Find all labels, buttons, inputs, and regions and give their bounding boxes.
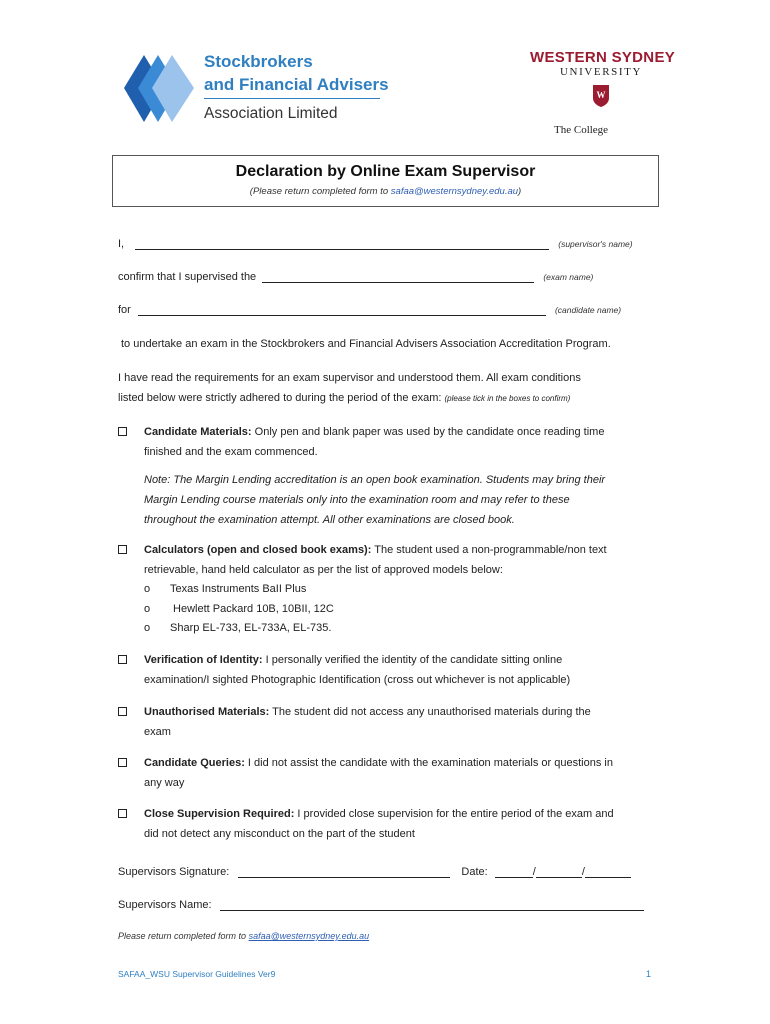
page-subtitle bbox=[113, 186, 658, 197]
check-item-calculators-line2: retrievable, hand held calculator as per the list of approved models below: bbox=[144, 563, 503, 576]
wsu-shield-icon bbox=[592, 84, 610, 108]
requirements-paragraph bbox=[118, 368, 581, 409]
calculator-model-label: Sharp EL-733, EL-733A, EL-735. bbox=[170, 622, 332, 634]
title-box bbox=[112, 155, 659, 207]
check-item-supervision-heading: Close Supervision Required: bbox=[144, 808, 295, 820]
note-line1: Note: The Margin Lending accreditation is an open book examination. Students may bring their bbox=[144, 474, 606, 486]
return-note bbox=[118, 931, 369, 941]
checkbox-identity[interactable] bbox=[118, 655, 127, 664]
supervisor-sign-name-field[interactable] bbox=[220, 899, 644, 911]
subtitle-suffix: ) bbox=[518, 186, 522, 197]
candidate-name-hint: (candidate name) bbox=[554, 305, 622, 315]
exam-name-hint: (exam name) bbox=[543, 272, 594, 282]
check-item-unauthorised-line2: exam bbox=[144, 725, 171, 738]
check-item-supervision-line1 bbox=[144, 805, 658, 825]
checkbox-calculators[interactable] bbox=[118, 545, 127, 554]
exam-name-field[interactable] bbox=[262, 271, 534, 283]
candidate-name-field[interactable] bbox=[138, 304, 546, 316]
candidate-name-label: for bbox=[118, 304, 131, 316]
date-separator: / bbox=[581, 866, 585, 878]
check-item-materials bbox=[118, 423, 658, 462]
check-item-queries bbox=[118, 754, 658, 793]
check-item-calculators-body: The student used a non-programmable/non text bbox=[371, 544, 607, 556]
check-item-identity-body: I personally verified the identity of the candidate sitting online bbox=[262, 654, 563, 666]
checkbox-unauthorised[interactable] bbox=[118, 707, 127, 716]
footer-doc-name: SAFAA_WSU Supervisor Guidelines Ver9 bbox=[118, 969, 276, 979]
note-line3: throughout the examination attempt. All other examinations are closed book. bbox=[144, 514, 515, 526]
subtitle-prefix: (Please return completed form to bbox=[249, 186, 391, 197]
subtitle-email: safaa@westernsydney.edu.au bbox=[390, 186, 519, 197]
supervisor-name-hint: (supervisor's name) bbox=[558, 239, 633, 249]
check-item-queries-heading: Candidate Queries: bbox=[144, 757, 245, 769]
signature-label: Supervisors Signature: bbox=[118, 866, 230, 878]
signature-field[interactable] bbox=[238, 866, 450, 878]
safaa-diamond-logo-icon bbox=[122, 50, 202, 130]
supervisor-sign-name-label: Supervisors Name: bbox=[118, 899, 212, 911]
date-label: Date: bbox=[461, 866, 488, 878]
safaa-logo-line3: Association Limited bbox=[204, 105, 338, 122]
check-item-identity-line2: examination/I sighted Photographic Identification (cross out whichever is not applicable) bbox=[144, 673, 571, 686]
check-item-identity-line1 bbox=[144, 651, 658, 671]
check-item-identity bbox=[118, 651, 658, 690]
calculator-model-item bbox=[144, 619, 331, 639]
wsu-college-label: The College bbox=[554, 124, 609, 136]
calculator-model-item bbox=[144, 600, 334, 620]
check-item-calculators bbox=[118, 541, 658, 580]
check-item-supervision bbox=[118, 805, 658, 844]
wsu-logo-line2: UNIVERSITY bbox=[560, 66, 642, 78]
check-item-identity-heading: Verification of Identity: bbox=[144, 654, 263, 666]
exam-name-label: confirm that I supervised the bbox=[118, 271, 257, 283]
return-note-prefix: Please return completed form to bbox=[118, 931, 249, 941]
check-item-unauthorised-body: The student did not access any unauthorised materials during the bbox=[269, 706, 591, 718]
margin-lending-note bbox=[144, 470, 659, 530]
supervisor-name-label: I, bbox=[118, 238, 125, 250]
check-item-unauthorised-heading: Unauthorised Materials: bbox=[144, 706, 270, 718]
check-item-materials-line2: finished and the exam commenced. bbox=[144, 445, 318, 458]
supervisor-name-field[interactable] bbox=[135, 238, 549, 250]
check-item-queries-text bbox=[144, 754, 658, 793]
wsu-logo bbox=[530, 49, 676, 140]
return-note-email-link[interactable]: safaa@westernsydney.edu.au bbox=[248, 931, 370, 941]
checkbox-supervision[interactable] bbox=[118, 809, 127, 818]
footer-page-number: 1 bbox=[646, 969, 652, 979]
bullet-marker: o bbox=[144, 622, 151, 634]
safaa-logo-line1: Stockbrokers bbox=[204, 52, 313, 71]
check-item-queries-line1 bbox=[144, 754, 658, 774]
requirements-line2-text: listed below were strictly adhered to during the period of the exam: bbox=[118, 392, 442, 404]
check-item-calculators-line1 bbox=[144, 541, 658, 561]
wsu-logo-line1: WESTERN SYDNEY bbox=[530, 49, 676, 66]
check-item-supervision-line2: did not detect any misconduct on the part of the student bbox=[144, 827, 415, 840]
date-separator: / bbox=[532, 866, 536, 878]
date-day-field[interactable] bbox=[495, 866, 533, 878]
date-month-field[interactable] bbox=[536, 866, 582, 878]
check-item-queries-body: I did not assist the candidate with the examination materials or questions in bbox=[244, 757, 613, 769]
wsu-shield-letter: W bbox=[596, 90, 606, 100]
check-item-materials-heading: Candidate Materials: bbox=[144, 426, 252, 438]
checkbox-materials[interactable] bbox=[118, 427, 127, 436]
checkbox-queries[interactable] bbox=[118, 758, 127, 767]
requirements-line1: I have read the requirements for an exam supervisor and understood them. All exam conditions bbox=[118, 372, 581, 384]
page-title: Declaration by Online Exam Supervisor bbox=[235, 163, 536, 180]
candidate-name-row bbox=[118, 304, 621, 316]
check-item-materials-line1 bbox=[144, 423, 658, 443]
check-item-materials-body: Only pen and blank paper was used by the candidate once reading time bbox=[251, 426, 605, 438]
calculator-model-label: Hewlett Packard 10B, 10BII, 12C bbox=[170, 603, 334, 615]
calculator-model-label: Texas Instruments BaII Plus bbox=[170, 583, 307, 595]
undertake-text: to undertake an exam in the Stockbrokers and Financial Advisers Association Accreditation Program. bbox=[121, 338, 611, 350]
safaa-logo bbox=[122, 50, 392, 130]
check-item-supervision-text bbox=[144, 805, 658, 844]
requirements-line2 bbox=[118, 388, 581, 409]
calculator-model-item bbox=[144, 580, 306, 600]
date-year-field[interactable] bbox=[585, 866, 631, 878]
exam-name-row bbox=[118, 271, 593, 283]
supervisor-name-row bbox=[118, 238, 633, 250]
requirements-hint: (please tick in the boxes to confirm) bbox=[444, 394, 571, 403]
check-item-materials-text bbox=[144, 423, 658, 462]
check-item-unauthorised-line1 bbox=[144, 703, 658, 723]
safaa-logo-line2: and Financial Advisers bbox=[204, 75, 389, 94]
check-item-calculators-heading: Calculators (open and closed book exams): bbox=[144, 544, 372, 556]
check-item-identity-text bbox=[144, 651, 658, 690]
safaa-logo-text bbox=[204, 50, 389, 124]
safaa-logo-rule bbox=[204, 98, 380, 99]
check-item-calculators-text bbox=[144, 541, 658, 580]
check-item-queries-line2: any way bbox=[144, 776, 185, 789]
signature-row bbox=[118, 866, 631, 878]
bullet-marker: o bbox=[144, 583, 151, 595]
check-item-unauthorised-text bbox=[144, 703, 658, 742]
check-item-unauthorised bbox=[118, 703, 658, 742]
note-line2: Margin Lending course materials only into the examination room and may refer to these bbox=[144, 494, 570, 506]
check-item-supervision-body: I provided close supervision for the entire period of the exam and bbox=[294, 808, 614, 820]
bullet-marker: o bbox=[144, 603, 151, 615]
supervisor-name-sign-row bbox=[118, 899, 644, 911]
